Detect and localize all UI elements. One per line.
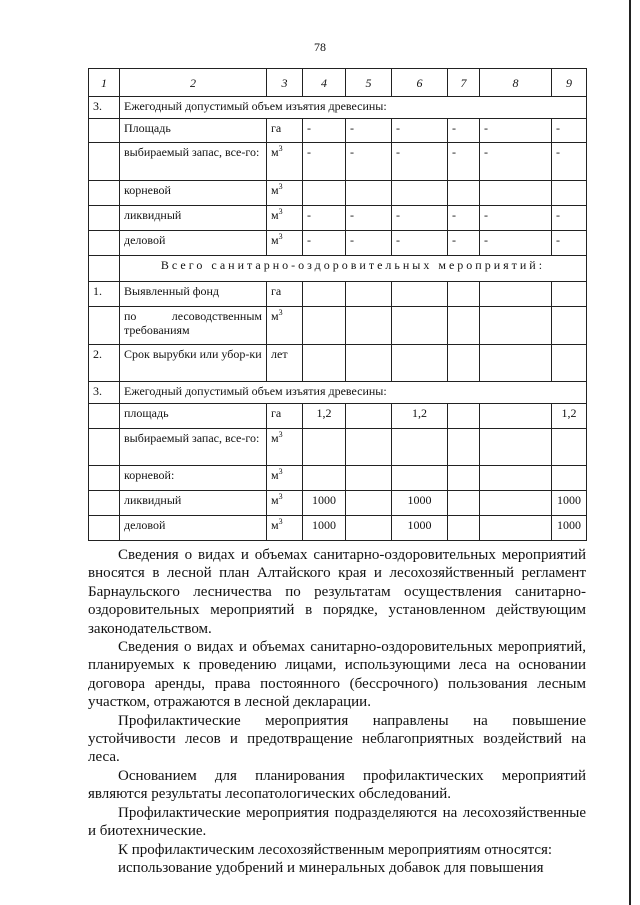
column-header-5: 5 [346,69,392,97]
table-row [89,382,587,404]
unit-text: м [271,493,279,507]
value-cell [480,466,552,491]
unit-text: м [271,145,279,159]
table-row [89,466,587,491]
row-number: 3. [89,97,120,119]
value-cell [346,345,392,382]
section-heading: Ежегодный допустимый объем изъятия древесины: [120,97,587,119]
value-cell [552,181,587,206]
value-cell: - [346,206,392,231]
unit-cell: га [267,119,303,143]
value-cell: - [448,119,480,143]
unit-exponent: 3 [278,492,283,501]
row-label: выбираемый запас, все-го: [120,143,267,181]
value-cell: - [448,206,480,231]
value-cell [346,282,392,307]
value-cell [303,307,346,345]
page-number: 78 [314,40,326,54]
value-cell [392,181,448,206]
value-cell [346,429,392,466]
value-cell: - [303,206,346,231]
value-cell: - [448,143,480,181]
paragraph: Сведения о видах и объемах санитарно-оздоровительных мероприятий, планируемых к проведению лицами, использующими леса на основании договора аренды, права постоянного (бессрочного) пользования лесным участком, отражаются в лесной декларации. [88,639,586,711]
value-cell: - [392,143,448,181]
unit-exponent: 3 [278,144,283,153]
value-cell [448,404,480,429]
row-number [89,143,120,181]
paragraph: использование удобрений и минеральных добавок для повышения [118,859,544,876]
table-row [89,429,587,466]
value-cell [303,282,346,307]
row-number [89,119,120,143]
table-row [89,307,587,345]
unit-text: м [271,309,279,323]
value-cell: - [346,231,392,256]
row-label: Площадь [120,119,267,143]
row-number [89,231,120,256]
value-cell: - [552,206,587,231]
value-cell [552,307,587,345]
unit-text: м [271,208,279,222]
table-row [89,231,587,256]
value-cell: 1000 [552,516,587,541]
unit-cell [267,429,303,466]
paragraph: Профилактические мероприятия подразделяются на лесохозяйственные и биотехнические. [88,804,586,840]
value-cell [346,466,392,491]
unit-exponent: 3 [278,308,283,317]
column-header-6: 6 [392,69,448,97]
table-row [89,491,587,516]
page-edge-line [629,0,631,905]
row-label: Выявленный фонд [120,282,267,307]
value-cell [303,466,346,491]
value-cell [448,307,480,345]
group-title: Всего санитарно-оздоровительных мероприятий: [120,256,587,282]
row-number [89,206,120,231]
unit-exponent: 3 [278,207,283,216]
value-cell: - [392,206,448,231]
value-cell [303,181,346,206]
paragraph: Основанием для планирования профилактических мероприятий являются результаты лесопатологических обследований. [88,767,586,803]
unit-cell [267,206,303,231]
value-cell: - [448,231,480,256]
value-cell: 1000 [392,491,448,516]
row-number: 1. [89,282,120,307]
unit-exponent: 3 [278,430,283,439]
row-label: ликвидный [120,491,267,516]
value-cell: - [552,119,587,143]
row-number: 2. [89,345,120,382]
row-number: 3. [89,382,120,404]
unit-text: м [271,518,279,532]
value-cell [346,491,392,516]
value-cell: - [303,231,346,256]
value-cell: 1000 [552,491,587,516]
row-number [89,181,120,206]
unit-cell [267,307,303,345]
table-row [89,256,587,282]
value-cell [448,491,480,516]
value-cell [448,516,480,541]
value-cell [552,466,587,491]
value-cell [346,181,392,206]
value-cell [392,282,448,307]
column-header-9: 9 [552,69,587,97]
value-cell [392,466,448,491]
paragraph: К профилактическим лесохозяйственным мероприятиям относятся: [118,841,553,858]
value-cell: - [480,231,552,256]
row-label: деловой [120,231,267,256]
table-row [89,206,587,231]
unit-cell [267,516,303,541]
table-row [89,97,587,119]
row-number [89,516,120,541]
row-label: площадь [120,404,267,429]
forest-measures-table [88,68,587,541]
value-cell: 1,2 [303,404,346,429]
column-header-1: 1 [89,69,120,97]
row-number [89,256,120,282]
value-cell [480,491,552,516]
row-label: выбираемый запас, все-го: [120,429,267,466]
value-cell [346,404,392,429]
column-header-4: 4 [303,69,346,97]
table-row [89,119,587,143]
value-cell: - [346,143,392,181]
unit-exponent: 3 [278,517,283,526]
row-number [89,491,120,516]
unit-text: м [271,183,279,197]
value-cell [480,345,552,382]
value-cell: - [480,119,552,143]
column-header-2: 2 [120,69,267,97]
value-cell [346,516,392,541]
row-number [89,307,120,345]
value-cell [552,345,587,382]
body-text [88,546,586,877]
unit-exponent: 3 [278,182,283,191]
unit-cell [267,491,303,516]
value-cell: - [392,231,448,256]
value-cell: - [392,119,448,143]
table-row [89,404,587,429]
row-number [89,466,120,491]
value-cell [552,429,587,466]
value-cell: - [552,231,587,256]
unit-cell: лет [267,345,303,382]
value-cell: - [303,119,346,143]
unit-cell [267,181,303,206]
row-number [89,404,120,429]
value-cell [480,429,552,466]
value-cell [448,429,480,466]
table-row [89,516,587,541]
unit-cell [267,466,303,491]
value-cell: 1000 [303,516,346,541]
value-cell: - [552,143,587,181]
unit-exponent: 3 [278,232,283,241]
value-cell [448,466,480,491]
table-row [89,181,587,206]
row-label: Срок вырубки или убор-ки [120,345,267,382]
row-label: корневой: [120,466,267,491]
value-cell [480,516,552,541]
value-cell: - [303,143,346,181]
column-header-7: 7 [448,69,480,97]
row-label: ликвидный [120,206,267,231]
value-cell [346,307,392,345]
paragraph: Профилактические мероприятия направлены на повышение устойчивости лесов и предотвращение неблагоприятных воздействий на леса. [88,712,586,766]
unit-text: м [271,431,279,445]
value-cell [552,282,587,307]
value-cell [480,282,552,307]
value-cell [392,307,448,345]
unit-cell [267,143,303,181]
unit-text: м [271,233,279,247]
unit-cell: га [267,282,303,307]
table-row [89,282,587,307]
value-cell [303,429,346,466]
value-cell [480,307,552,345]
value-cell: - [346,119,392,143]
value-cell [448,345,480,382]
row-label: корневой [120,181,267,206]
value-cell: - [480,206,552,231]
value-cell [303,345,346,382]
unit-cell [267,231,303,256]
table-row [89,143,587,181]
unit-exponent: 3 [278,467,283,476]
section-heading: Ежегодный допустимый объем изъятия древесины: [120,382,587,404]
value-cell: 1,2 [552,404,587,429]
row-label: по лесоводственным требованиям [120,307,267,345]
row-label: деловой [120,516,267,541]
value-cell: - [480,143,552,181]
value-cell: 1,2 [392,404,448,429]
table-row [89,345,587,382]
value-cell: 1000 [392,516,448,541]
value-cell [480,181,552,206]
paragraph: Сведения о видах и объемах санитарно-оздоровительных мероприятий вносятся в лесной план Алтайского края и лесохозяйственный регламент Барнаульского лесничества по результатам осуществления санитарно-оздоровительных мероприятий в порядке, установленном действующим законодательством. [88,547,586,637]
value-cell [480,404,552,429]
unit-cell: га [267,404,303,429]
value-cell: 1000 [303,491,346,516]
column-header-8: 8 [480,69,552,97]
unit-text: м [271,468,279,482]
value-cell [392,429,448,466]
value-cell [448,181,480,206]
value-cell [448,282,480,307]
column-header-3: 3 [267,69,303,97]
value-cell [392,345,448,382]
table-header-row [89,69,587,97]
row-number [89,429,120,466]
